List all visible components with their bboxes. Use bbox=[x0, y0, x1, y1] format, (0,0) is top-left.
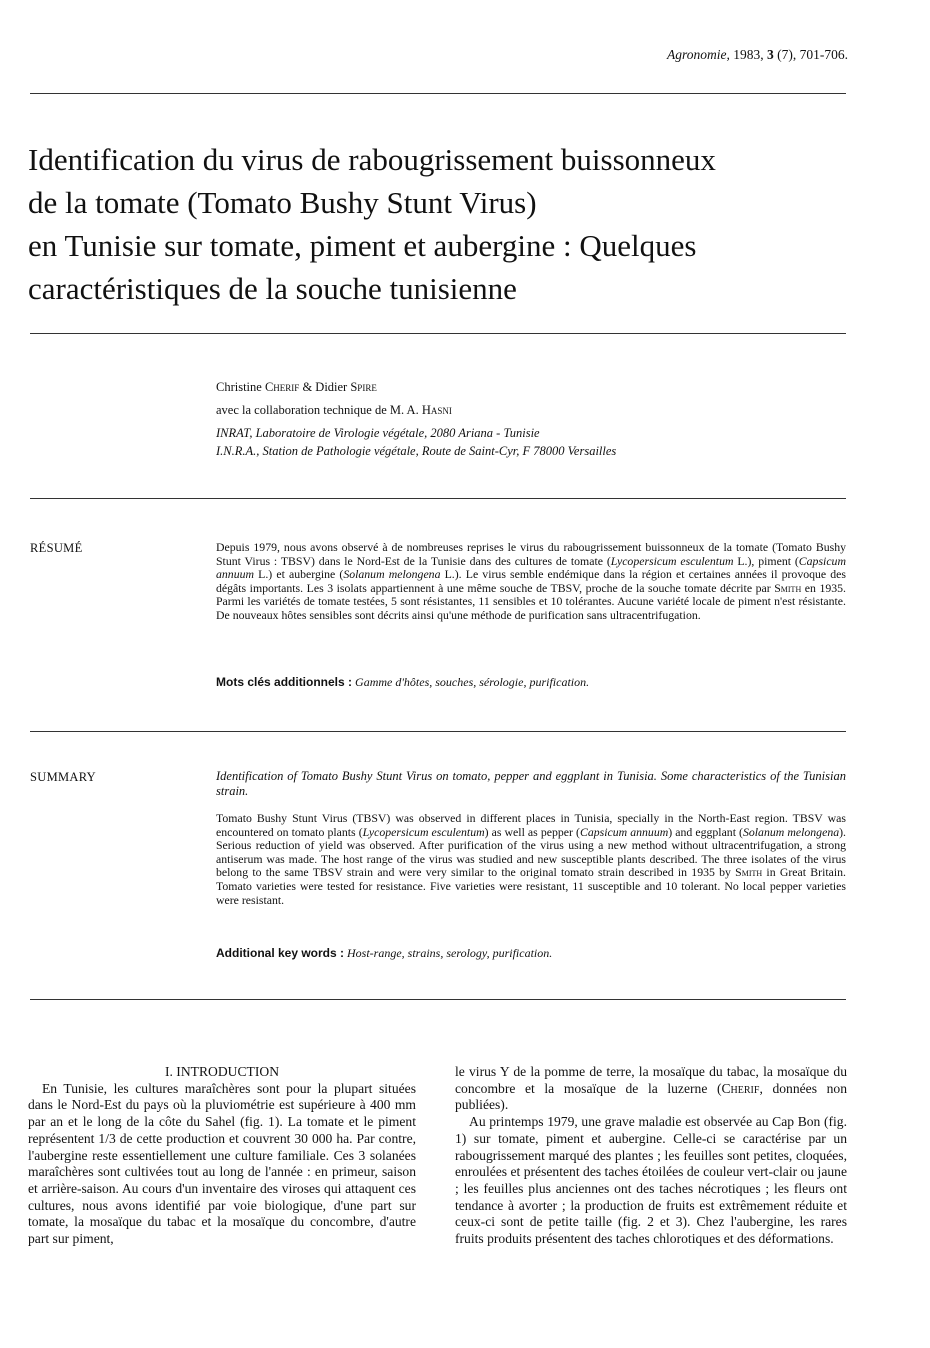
author-name: Spire bbox=[350, 380, 377, 394]
text-run: en 1935. Parmi les variétés de tomate testées, 5 sont résistantes, 11 sensibles et 10 tolérantes. Aucune variété locale de piment n'est résistante. De nouveaux hôtes sensibles sont décrits ainsi qu'une méthode de purification sans ultracentrifugation. bbox=[216, 580, 846, 622]
keywords-text: Host-range, strains, serology, purification. bbox=[344, 946, 553, 960]
title-line: en Tunisie sur tomate, piment et aubergine : Quelques bbox=[28, 228, 697, 263]
authors-rule bbox=[30, 498, 846, 499]
species-name: Capsicum annuum bbox=[579, 824, 669, 839]
journal-issue-pages: (7), 701-706. bbox=[777, 47, 848, 62]
author-text: Christine bbox=[216, 380, 265, 394]
title-line: caractéristiques de la souche tunisienne bbox=[28, 271, 517, 306]
text-run: , données non publiées). bbox=[455, 1080, 847, 1113]
journal-year: 1983, bbox=[733, 47, 764, 62]
text-run: L.), piment ( bbox=[733, 553, 799, 568]
keywords-label: Additional key words : bbox=[216, 946, 345, 960]
collaborator-name: Hasni bbox=[421, 403, 452, 417]
text-run: ) as well as pepper ( bbox=[484, 824, 580, 839]
summary-text bbox=[216, 812, 846, 907]
resume-label: RÉSUMÉ bbox=[30, 541, 83, 555]
journal-citation bbox=[667, 47, 848, 63]
collaboration-text: avec la collaboration technique de M. A. bbox=[216, 403, 422, 417]
title-line: Identification du virus de rabougrissement buissonneux bbox=[28, 142, 716, 177]
text-run: in Great Britain. Tomato varieties were tested for resistance. Five varieties were resistant, 11 susceptible and 10 tolerant. No local pepper varieties were resistant. bbox=[216, 865, 846, 907]
text-run: L.) et aubergine ( bbox=[254, 567, 344, 582]
author-text: & Didier bbox=[299, 380, 351, 394]
author-line bbox=[216, 378, 856, 396]
affiliation: INRAT, Laboratoire de Virologie végétale, 2080 Ariana - Tunisie bbox=[216, 426, 540, 440]
keywords-text: Gamme d'hôtes, souches, sérologie, purification. bbox=[352, 675, 590, 689]
header-rule bbox=[30, 93, 846, 94]
species-name: Solanum melongena bbox=[343, 567, 441, 582]
collaboration-line bbox=[216, 401, 856, 419]
species-name: Lycopersicum esculentum bbox=[610, 553, 734, 568]
text-run: L.). Le virus semble endémique dans la région et certaines années il provoque des dégâts importants. Les 3 isolats appartiennent à une même souche de TBSV, proche de la souche tomate décrite par bbox=[216, 567, 846, 595]
paragraph: En Tunisie, les cultures maraîchères sont pour la plupart situées dans le Nord-Est du pays où la pluviométrie est supérieure à 400 mm par an et le long de la côte du Sahel (fig. 1). La tomate et le piment représentent 1/3 de cette production et couvrent 30 000 ha. Par contre, l'aubergine reste essentiellement une culture familiale. Ces 3 solanées maraîchères sont cultivées tout au long de l'année : en primeur, saison et arrière-saison. Au cours d'un inventaire des viroses qui attaquent ces cultures, nous avons identifié par voie biologique, d'une part sur tomate, la mosaïque du tabac et la mosaïque du concombre, d'autre part sur piment, bbox=[28, 1080, 416, 1247]
cited-author: Smith bbox=[774, 580, 802, 595]
paragraph bbox=[455, 1064, 847, 1114]
text-run: ) and eggplant ( bbox=[668, 824, 743, 839]
species-name: Lycopersicum esculentum bbox=[362, 824, 485, 839]
summary-keywords bbox=[216, 946, 846, 961]
journal-volume: 3 bbox=[767, 47, 774, 62]
author-name: Cherif bbox=[264, 380, 300, 394]
title-rule bbox=[30, 333, 846, 334]
body-column-right bbox=[455, 1064, 847, 1248]
cited-author: Cherif bbox=[721, 1080, 760, 1096]
paragraph: Au printemps 1979, une grave maladie est observée au Cap Bon (fig. 1) sur tomate, piment et aubergine. Celle-ci se caractérise par un rabougrissement marqué des plantes ; les feuilles sont petites, cloquées, enroulées et présentent des taches étoilées de couleur vert-clair ou jaune ; les feuilles plus anciennes ont des taches nécrotiques ; les fleurs ont tendance à avorter ; la production de fruits est extrêmement réduite et ceux-ci sont de petite taille (fig. 2 et 3). Chez l'aubergine, les rares fruits produits présentent des taches chlorotiques et des déformations. bbox=[455, 1114, 847, 1247]
text-run: le virus Y de la pomme de terre, la mosaïque du tabac, la mosaïque du concombre et la mosaïque de la luzerne ( bbox=[455, 1064, 847, 1096]
title-line: de la tomate (Tomato Bushy Stunt Virus) bbox=[28, 185, 537, 220]
species-name: Capsicum annuum bbox=[216, 553, 846, 582]
paper-title bbox=[28, 138, 858, 310]
section-heading: I. INTRODUCTION bbox=[164, 1064, 280, 1079]
summary-label: SUMMARY bbox=[30, 770, 97, 784]
affiliation: I.N.R.A., Station de Pathologie végétale, Route de Saint-Cyr, F 78000 Versailles bbox=[216, 444, 617, 458]
body-column-left bbox=[28, 1064, 416, 1248]
resume-text bbox=[216, 541, 846, 623]
cited-author: Smith bbox=[735, 865, 763, 880]
author-block bbox=[216, 378, 856, 460]
summary-rule bbox=[30, 999, 846, 1000]
keywords-label: Mots clés additionnels : bbox=[216, 675, 353, 689]
text-run: Tomato Bushy Stunt Virus (TBSV) was observed in different places in Tunisia, specially in the North-East region. TBSV was encountered on tomato plants ( bbox=[216, 811, 846, 839]
text-run: Depuis 1979, nous avons observé à de nombreuses reprises le virus du rabougrissement buissonneux de la tomate (Tomato Bushy Stunt Virus : TBSV) dans le Nord-Est de la Tunisie dans des cultures de tomate ( bbox=[216, 540, 846, 568]
journal-name: Agronomie, bbox=[667, 47, 730, 62]
resume-rule bbox=[30, 731, 846, 732]
resume-keywords bbox=[216, 675, 846, 690]
summary-title: Identification of Tomato Bushy Stunt Virus on tomato, pepper and eggplant in Tunisia. Some characteristics of the Tunisian strain. bbox=[216, 769, 846, 798]
text-run: ). Serious reduction of yield was observed. After purification of the virus using a new method without ultracentrifugation, a strong antiserum was made. The host range of the virus was studied and new susceptible plants described. The three isolates of the virus belong to the same TBSV strain and were very similar to the original tomato strain described in 1935 by bbox=[216, 824, 847, 880]
species-name: Solanum melongena bbox=[742, 824, 840, 839]
